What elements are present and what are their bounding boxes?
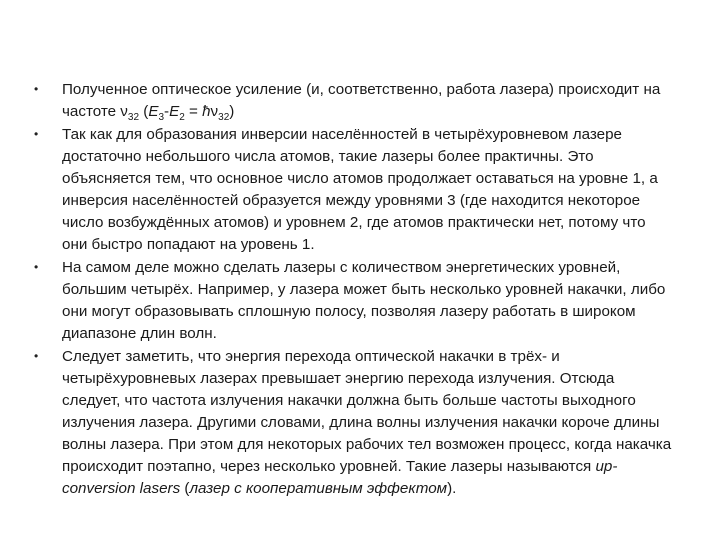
bullet-text: Следует заметить, что энергия перехода оптической накачки в трёх- и четырёхуровневых лазерах превышает энергию перехода излучения. Отсюда следует, что частота излучения накачки должна быть больше частоты выходного излучения лазера. Другими словами, длина волны излучения накачки короче длины волны лазера. При этом для некоторых рабочих тел возможен процесс, когда накачка происходит поэтапно, через несколько уровней. Такие лазеры называются up-conversion lasers (лазер с кооперативным эффектом). xyxy=(62,348,672,497)
bullet-dot-icon: • xyxy=(34,82,39,96)
bullet-text: Так как для образования инверсии населённостей в четырёхуровневом лазере достаточно небольшого числа атомов, такие лазеры более практичны. Это объясняется тем, что основное число атомов продолжает оставаться на уровне 1, а инверсия населённостей образуется между уровнями 3 (где находится некоторое число возбуждённых атомов) и уровнем 2, где атомов практически нет, потому что они быстро попадают на уровень 1. xyxy=(62,126,658,253)
bullet-dot-icon: • xyxy=(34,349,39,364)
bullet-item-4 xyxy=(34,346,674,499)
bullet-text: Полученное оптическое усиление (и, соответственно, работа лазера) происходит на частоте $\nu_{32}$ ($E_3-E_2$ = $ħ\nu_{32}$) xyxy=(62,81,661,123)
bullet-item-2 xyxy=(34,124,674,255)
bullet-dot-icon: • xyxy=(34,127,39,142)
bullet-text: На самом деле можно сделать лазеры с количеством энергетических уровней, большим четырёх. Например, у лазера может быть несколько уровней накачки, либо они могут образовывать сплошную полосу, позволяя лазеру работать в широком диапазоне длин волн. xyxy=(62,259,666,342)
bullet-item-3 xyxy=(34,257,674,345)
bullet-item-1 xyxy=(34,79,674,123)
bullet-list xyxy=(34,79,674,501)
bullet-dot-icon: • xyxy=(34,260,39,275)
